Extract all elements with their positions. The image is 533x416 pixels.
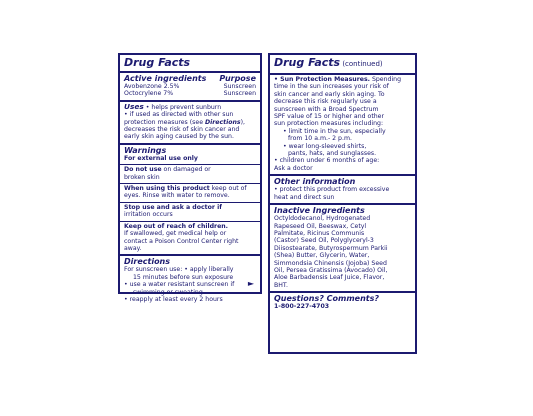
ingredient-purpose: Sunscreen [223,90,256,98]
uses-line: • if used as directed with other sun [124,111,234,119]
directions-section: Directions For sunscreen use: • apply liberally 15 minutes before sun exposure • use a water resistant sunscreen if swimming or sweating • reapply at least every 2 hours [120,256,260,305]
active-ingredients-section [120,73,260,100]
ingredient-name: Octocrylene 7% [124,90,174,98]
panel-title: Drug Facts [124,56,191,69]
uses-section [120,102,260,143]
ingredient-name: Avobenzone 2.5% [124,83,180,90]
uses-line: early skin aging caused by the sun. [124,133,234,141]
uses-heading: Uses [124,101,144,111]
ingredient-row [124,83,256,90]
uses-line: protection measures (see Directions), [124,118,245,126]
ingredient-row [124,90,256,97]
questions-section [270,293,415,312]
do-not-use-block: Do not use on damaged or broken skin [124,166,211,181]
warnings-section [120,145,260,164]
directions-heading: Directions [124,257,171,267]
panel-title: Drug Facts (continued) [274,56,383,69]
warnings-heading: Warnings [124,145,167,155]
drug-facts-panel-left [118,53,262,303]
phone-number: 1-800-227-4703 [274,303,330,311]
inactive-ingredients-section: Inactive Ingredients Octyldodecanol, Hydrogenated Rapeseed Oil, Beeswax, Cetyl Palmitate, Ricinus Communis (Castor) Seed Oil, Polyglyceryl-3 Diisostearate, Butyrospermum Parkii (Shea) Butter, Glycerin, Water, Simmondsia Chinensis (Jojoba) Seed Oil, Persea Gratissima (Avocado) Oil, Aloe Barbadensis Leaf Juice, Flavor, BHT. [270,205,415,291]
external-use-text: For external use only [124,154,198,162]
other-information-heading: Other information [274,177,356,187]
inactive-ingredients-heading: Inactive Ingredients [274,206,365,216]
stop-use-block: Stop use and ask a doctor if irritation occurs [124,203,222,219]
uses-line: • helps prevent sunburn [145,103,222,111]
ingredient-purpose: Sunscreen [223,83,256,90]
drug-facts-panel-right [268,53,417,354]
keep-out-of-reach-block: Keep out of reach of children. If swallowed, get medical help or contact a Poison Control Center right away. [124,222,239,252]
active-ingredients-heading: Active ingredients [124,74,207,83]
purpose-heading: Purpose [219,74,256,83]
uses-line: decreases the risk of skin cancer and [124,126,240,134]
other-information-section: Other information • protect this product from excessive heat and direct sun [270,176,415,203]
sun-protection-section: • Sun Protection Measures. Spending time in the sun increases your risk of skin cancer and early skin aging. To decrease this risk regularly use a sunscreen with a Broad Spectrum SPF value of 15 or higher and other sun protection measures including: • limit time in the sun, especially from 10 a.m.- 2 p.m. • wear long-sleeved shirts, pants, hats, and sunglasses. • children under 6 months of age: Ask a doctor [274,76,402,172]
questions-heading: Questions? Comments? [274,294,380,304]
continue-arrow-icon: ► [247,279,254,288]
when-using-block: When using this product keep out of eyes. Rinse with water to remove. [124,185,247,200]
